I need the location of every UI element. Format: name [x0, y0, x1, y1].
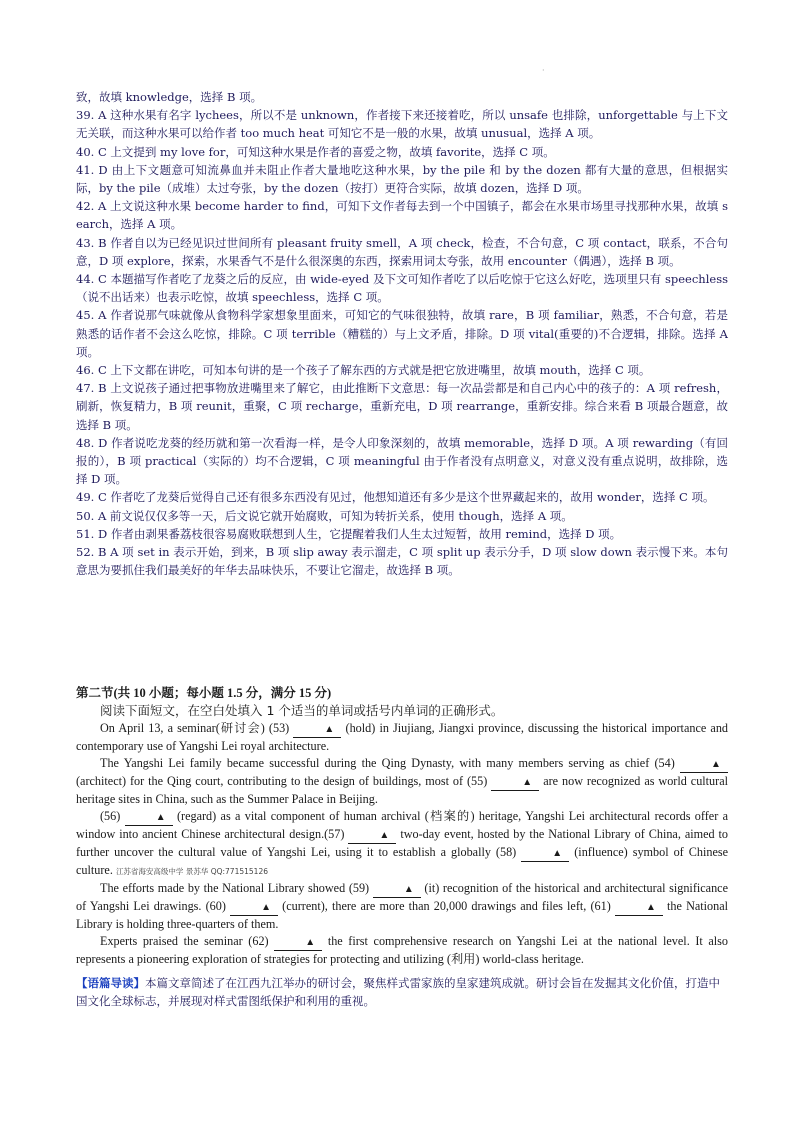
watermark-note: 江苏省海安高级中学 景苏华 QQ:771515126 [115, 866, 268, 876]
paragraph-4: The efforts made by the National Library showed (59) ▲ (it) recognition of the historical and architectural significance of Yangshi Lei drawings. (60) ▲ (current), there are more than 20,000 drawings and files left, (61) ▲ the National Library is holding three-quarters of them. [76, 881, 729, 932]
answer-51: 51. D 作者由剥果番荔枝很容易腐败联想到人生，它提醒着我们人生太过短暂，故用 remind，选择 D 项。 [76, 526, 622, 541]
section-instruction: 阅读下面短文，在空白处填入 1 个适当的单词或括号内单词的正确形式。 [100, 703, 504, 718]
blank-57[interactable]: ▲ [348, 827, 396, 844]
blank-62[interactable]: ▲ [274, 934, 322, 951]
blank-59[interactable]: ▲ [373, 881, 421, 898]
blank-56[interactable]: ▲ [125, 809, 173, 826]
section-two [76, 684, 728, 1010]
answer-45: 45. A 作者说那气味就像从食物科学家想象里面来，可知它的气味很独特，故填 rare，B 项 familiar，熟悉，不合句意，若是熟悉的话作者不会这么吃惊，排除。C 项 terrible（糟糕的）与上文矛盾，排除。D 项 vital(重要的)不合逻辑，排除。选择 A 项。 [76, 308, 728, 359]
blank-60[interactable]: ▲ [230, 899, 278, 916]
guide-text: 本篇文章简述了在江西九江举办的研讨会，聚焦样式雷家族的皇家建筑成就。研讨会旨在发掘其文化价值，打造中国文化全球标志，并展现对样式雷图纸保护和利用的重视。 [76, 975, 720, 1008]
answer-40: 40. C 上文提到 my love for，可知这种水果是作者的喜爱之物，故填 favorite，选择 C 项。 [76, 144, 555, 159]
blank-58[interactable]: ▲ [521, 845, 569, 862]
blank-54[interactable]: ▲ [680, 756, 728, 773]
guide-tag: 【语篇导读】 [76, 975, 145, 990]
paragraph-2: The Yangshi Lei family became successful during the Qing Dynasty, with many members serving as chief (54) ▲ (architect) for the Qing court, contributing to the design of buildings, most of (55) ▲ are now recognized as world cultural heritage sites in China, such as the Summer Palace in Beijing. [76, 755, 729, 806]
answer-48: 48. D 作者说吃龙葵的经历就和第一次看海一样，是令人印象深刻的，故填 memorable，选择 D 项。A 项 rewarding（有回报的），B 项 practical（实际的）均不合逻辑，C 项 meaningful 由于作者没有点明意义，对意义没有重点说明，故排除，选择 D 项。 [76, 435, 728, 487]
page-speck: · [542, 66, 545, 75]
paragraph-1: On April 13, a seminar(研讨会) (53) ▲ (hold) in Jiujiang, Jiangxi province, discussing the historical importance and contemporary use of Yangshi Lei royal architecture. [76, 721, 729, 753]
answer-47: 47. B 上文说孩子通过把事物放进嘴里来了解它，由此推断下文意思：每一次品尝都是和自己内心中的孩子的：A 项 refresh，刷新，恢复精力，B 项 reunit，重聚，C 项 recharge，重新充电，D 项 rearrange，重新安排。综合来看 B 项最合题意，故选择 B 项。 [76, 381, 728, 432]
blank-55[interactable]: ▲ [491, 774, 539, 791]
passage [76, 720, 728, 968]
passage-guide [76, 974, 728, 1010]
answer-38-tail: 致，故填 knowledge，选择 B 项。 [76, 90, 263, 104]
answer-46: 46. C 上下文都在讲吃，可知本句讲的是一个孩子了解东西的方式就是把它放进嘴里，故填 mouth，选择 C 项。 [76, 363, 651, 378]
section-title: 第二节(共 10 小题；每小题 1.5 分，满分 15 分) [76, 686, 332, 700]
answer-explanations [76, 88, 728, 579]
answer-52: 52. B A 项 set in 表示开始，到来，B 项 slip away 表示溜走，C 项 split up 表示分手，D 项 slow down 表示慢下来。本句意思为要抓住我们最美好的年华去品味快乐，不要让它溜走，故选择 B 项。 [76, 545, 728, 578]
answer-44: 44. C 本题描写作者吃了龙葵之后的反应，由 wide-eyed 及下文可知作者吃了以后吃惊于它这么好吃，选项里只有 speechless（说不出话来）也表示吃惊，故填 speechless，选择 C 项。 [76, 272, 728, 305]
blank-61[interactable]: ▲ [615, 899, 663, 916]
answer-43: 43. B 作者自以为已经见识过世间所有 pleasant fruity smell，A 项 check，检查，不合句意，C 项 contact，联系，不合句意，D 项 explore，探索，水果香气不是什么很深奥的东西，探索用词太夸张，故用 encounter（偶遇），选择 B 项。 [76, 235, 728, 268]
paragraph-5: Experts praised the seminar (62) ▲ the first comprehensive research on Yangshi Lei at the national level. It also represents a pioneering exploration of strategies for protecting and utilizing (利用) world-class heritage. [76, 934, 729, 967]
answer-39: 39. A 这种水果有名字 lychees，所以不是 unknown，作者接下来还接着吃，所以 unsafe 也排除，unforgettable 与上下文无关联，而这种水果可以给作者 too much heat 可知它不是一般的水果，故填 unusual，选择 A 项。 [76, 108, 728, 141]
paragraph-3: (56) ▲ (regard) as a vital component of human archival (档案的) heritage, Yangshi Lei architectural records offer a window into ancient Chinese architectural design.(57) ▲ two-day event, hosted by the National Library of China, aimed to further uncover the cultural value of Yangshi Lei, using it to establish a globally (58) ▲ (influence) symbol of Chinese culture. 江苏省海安高级中学 景苏华 QQ:771515126 [76, 808, 729, 877]
blank-53[interactable]: ▲ [293, 721, 341, 738]
answer-50: 50. A 前文说仅仅多等一天，后文说它就开始腐败，可知为转折关系，使用 though，选择 A 项。 [76, 508, 573, 523]
answer-41: 41. D 由上下文题意可知流鼻血并未阻止作者大量地吃这种水果，by the pile 和 by the dozen 都有大量的意思，但根据实际，by the pile（成堆）太过夸张，by the dozen（按打）更符合实际，故填 dozen，选择 D 项。 [76, 162, 728, 196]
answer-42: 42. A 上文说这种水果 become harder to find，可知下文作者每去到一个中国镇子，都会在水果市场里寻找那种水果，故填 search，选择 A 项。 [76, 199, 728, 232]
answer-49: 49. C 作者吃了龙葵后觉得自己还有很多东西没有见过，他想知道还有多少是这个世界藏起来的，故用 wonder，选择 C 项。 [76, 490, 715, 505]
